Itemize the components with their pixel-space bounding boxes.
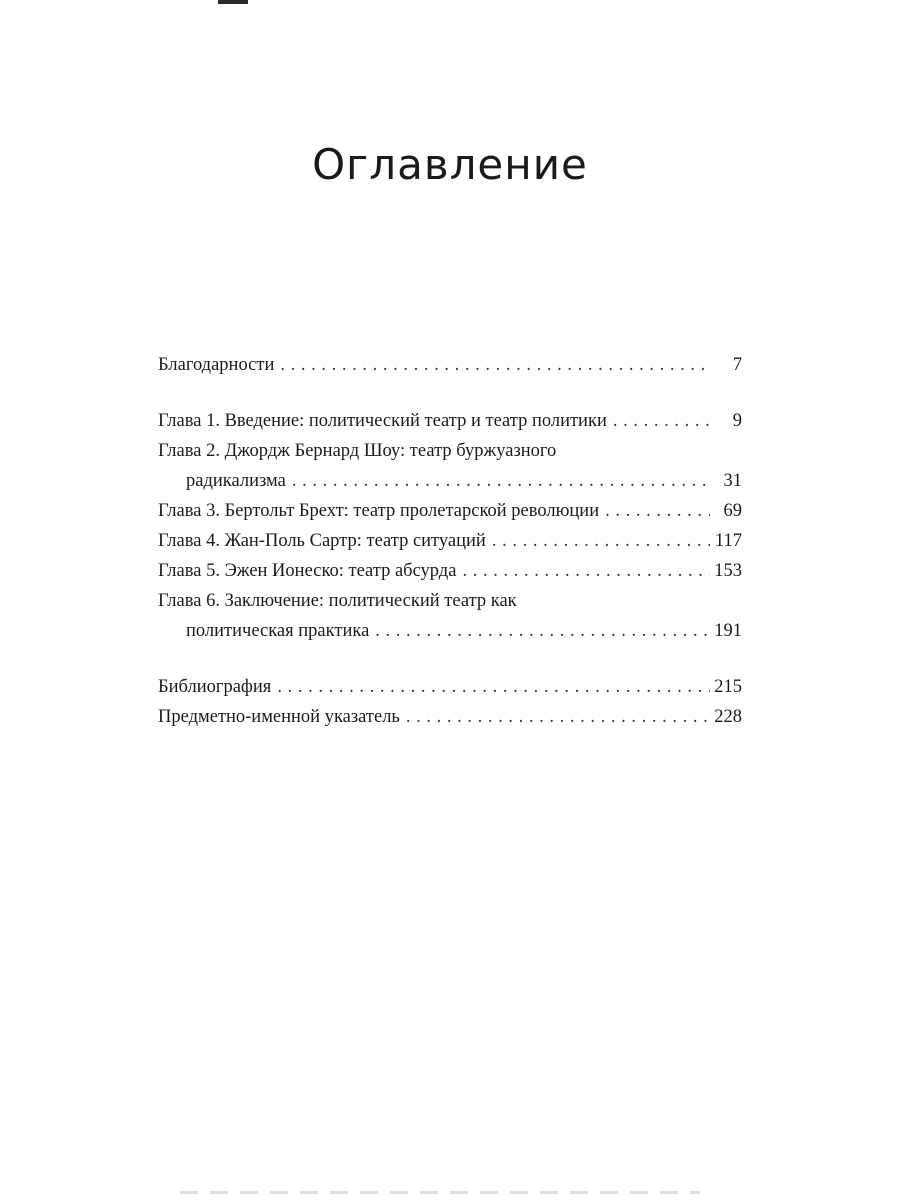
toc-entry-chapter-3[interactable] (158, 496, 742, 526)
dot-leader (462, 556, 710, 586)
toc-page-number: 215 (714, 677, 742, 697)
toc-entry-title: Предметно-именной указатель (158, 707, 400, 727)
dot-leader (280, 350, 710, 380)
toc-entry-chapter-5[interactable] (158, 556, 742, 586)
page-edge-mark (218, 0, 248, 4)
dot-leader (605, 496, 710, 526)
toc-entry-chapter-6[interactable] (158, 586, 742, 646)
toc-entry-bibliography[interactable] (158, 672, 742, 702)
toc-page-number: 9 (732, 411, 742, 431)
toc-page-number: 191 (714, 621, 742, 641)
toc-entry-acknowledgements[interactable] (158, 350, 742, 380)
toc-page-number: 228 (714, 707, 742, 727)
toc-entry-title-line-1: Глава 2. Джордж Бернард Шоу: театр буржуазного (158, 441, 557, 461)
toc-entry-title-line-1: Глава 6. Заключение: политический театр как (158, 591, 517, 611)
dot-leader (292, 466, 710, 496)
toc-entry-chapter-4[interactable] (158, 526, 742, 556)
toc-entry-title-line-2: политическая практика (186, 621, 370, 641)
toc-entry-title: Благодарности (158, 355, 275, 375)
toc-entry-chapter-2[interactable] (158, 436, 742, 496)
toc-entry-title: Глава 4. Жан-Поль Сартр: театр ситуаций (158, 531, 486, 551)
toc-entry-title: Библиография (158, 677, 272, 697)
dot-leader (492, 526, 710, 556)
toc-entry-title-line-2: радикализма (186, 471, 286, 491)
toc-page-number: 69 (723, 501, 742, 521)
dot-leader (277, 672, 710, 702)
toc-entry-index[interactable] (158, 702, 742, 732)
toc-entry-title: Глава 5. Эжен Ионеско: театр абсурда (158, 561, 457, 581)
toc-page-number: 153 (714, 561, 742, 581)
dot-leader (406, 702, 710, 732)
page-bottom-edge (180, 1191, 700, 1194)
toc-page-number: 7 (732, 355, 742, 375)
dot-leader (375, 616, 710, 646)
dot-leader (613, 406, 710, 436)
table-of-contents (158, 350, 742, 732)
toc-entry-title: Глава 3. Бертольт Брехт: театр пролетарской революции (158, 501, 600, 521)
page-title: Оглавление (312, 140, 588, 189)
toc-entry-title: Глава 1. Введение: политический театр и театр политики (158, 411, 607, 431)
toc-entry-chapter-1[interactable] (158, 406, 742, 436)
toc-page-number: 31 (723, 471, 742, 491)
toc-page-number: 117 (714, 531, 742, 551)
